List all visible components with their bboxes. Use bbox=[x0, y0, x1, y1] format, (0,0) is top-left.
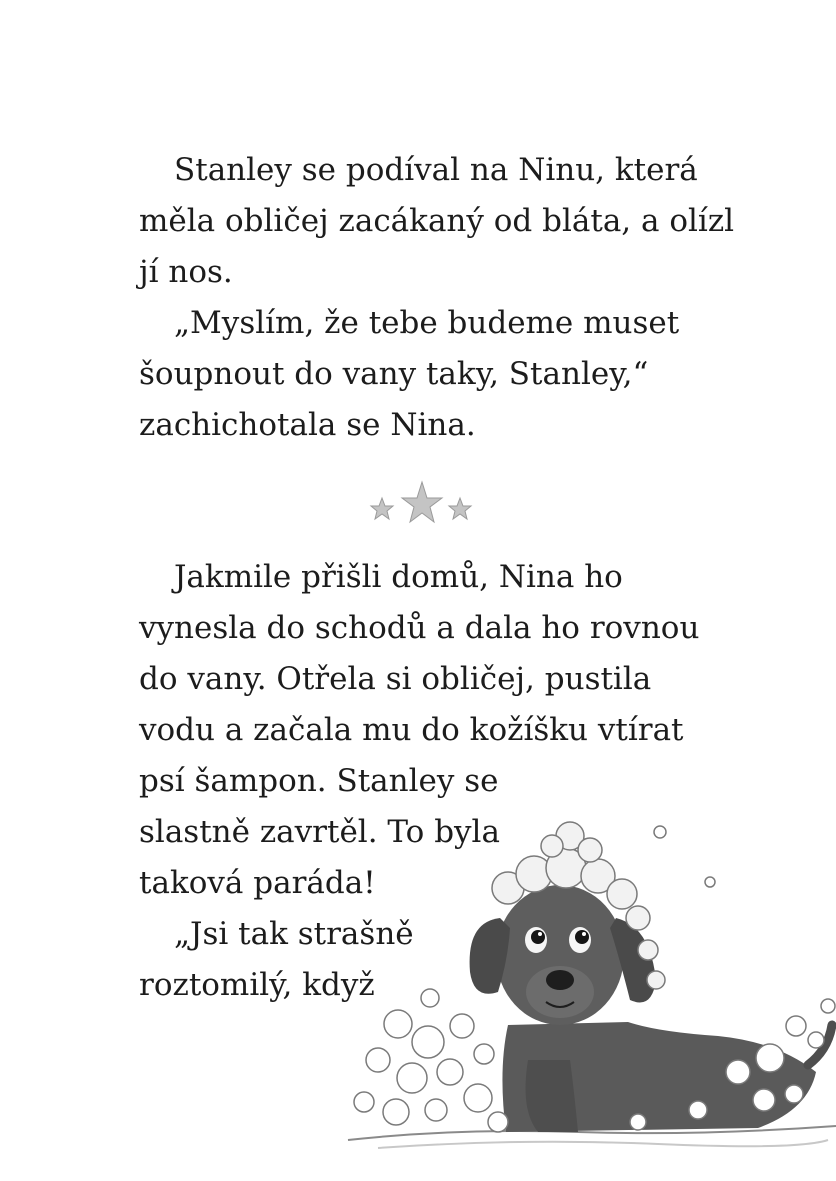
paragraph-1-line: jí nos. bbox=[139, 254, 233, 290]
paragraph-1-line: měla obličej zacákaný od bláta, a olízl bbox=[139, 203, 735, 239]
three-stars-icon bbox=[362, 474, 482, 534]
paragraph-3-line: vynesla do schodů a dala ho rovnou bbox=[139, 610, 700, 646]
paragraph-3-line: vodu a začala mu do kožíšku vtírat bbox=[139, 712, 684, 748]
paragraph-2-line: šoupnout do vany taky, Stanley,“ bbox=[139, 356, 649, 392]
paragraph-4-line: „Jsi tak strašně bbox=[174, 916, 414, 952]
puppy-in-bubbles-icon bbox=[338, 810, 836, 1155]
paragraph-3-line: psí šampon. Stanley se bbox=[139, 763, 499, 799]
paragraph-3-line: slastně zavrtěl. To byla bbox=[139, 814, 500, 850]
paragraph-1-line: Stanley se podíval na Ninu, která bbox=[174, 152, 698, 188]
paragraph-3-line: taková paráda! bbox=[139, 865, 376, 901]
paragraph-4-line: roztomilý, když bbox=[139, 967, 375, 1003]
text-block-top bbox=[139, 145, 759, 451]
paragraph-3-line: Jakmile přišli domů, Nina ho bbox=[174, 559, 623, 595]
paragraph-3-line: do vany. Otřela si obličej, pustila bbox=[139, 661, 652, 697]
paragraph-2-line: „Myslím, že tebe budeme muset bbox=[174, 305, 680, 341]
paragraph-2-line: zachichotala se Nina. bbox=[139, 407, 476, 443]
